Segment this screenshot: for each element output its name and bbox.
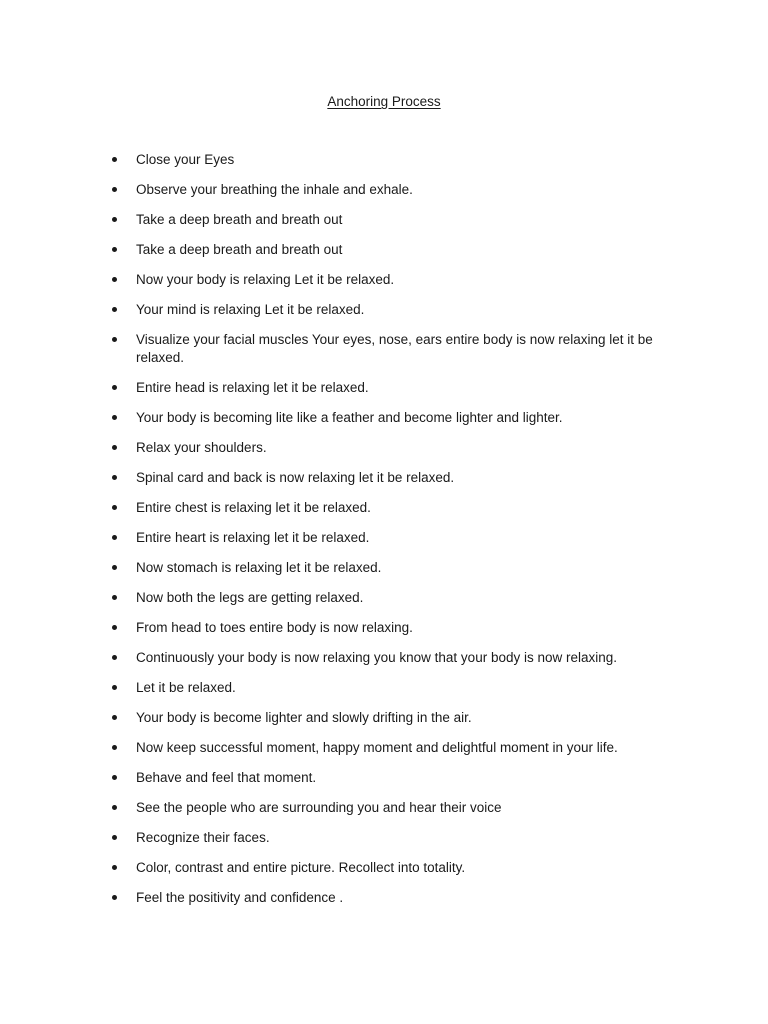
- step-text: Take a deep breath and breath out: [136, 242, 343, 257]
- list-item: [108, 469, 678, 487]
- bullet-icon: [112, 337, 117, 342]
- list-item: [108, 619, 678, 637]
- bullet-icon: [112, 535, 117, 540]
- list-item: [108, 859, 678, 877]
- step-text: Let it be relaxed.: [136, 680, 236, 695]
- step-text: Recognize their faces.: [136, 830, 270, 845]
- bullet-icon: [112, 895, 117, 900]
- list-item: [108, 799, 678, 817]
- bullet-icon: [112, 157, 117, 162]
- steps-list: [108, 151, 678, 919]
- list-item: [108, 529, 678, 547]
- step-text: Entire chest is relaxing let it be relaxed.: [136, 500, 371, 515]
- list-item: [108, 829, 678, 847]
- step-text: Your body is becoming lite like a feather and become lighter and lighter.: [136, 410, 563, 425]
- list-item: [108, 769, 678, 787]
- step-text: Feel the positivity and confidence .: [136, 890, 344, 905]
- step-text: Now both the legs are getting relaxed.: [136, 590, 364, 605]
- bullet-icon: [112, 835, 117, 840]
- bullet-icon: [112, 715, 117, 720]
- list-item: [108, 649, 678, 667]
- bullet-icon: [112, 805, 117, 810]
- step-text: Visualize your facial muscles Your eyes, nose, ears entire body is now relaxing let it be relaxed.: [136, 332, 653, 365]
- list-item: [108, 679, 678, 697]
- bullet-icon: [112, 475, 117, 480]
- step-text: Behave and feel that moment.: [136, 770, 317, 785]
- bullet-icon: [112, 865, 117, 870]
- bullet-icon: [112, 775, 117, 780]
- step-text: Now your body is relaxing Let it be relaxed.: [136, 272, 395, 287]
- bullet-icon: [112, 685, 117, 690]
- step-text: Now keep successful moment, happy moment and delightful moment in your life.: [136, 740, 618, 755]
- list-item: [108, 709, 678, 727]
- list-item: [108, 379, 678, 397]
- step-text: See the people who are surrounding you and hear their voice: [136, 800, 502, 815]
- step-text: Close your Eyes: [136, 152, 235, 167]
- step-text: Entire head is relaxing let it be relaxed.: [136, 380, 369, 395]
- bullet-icon: [112, 277, 117, 282]
- bullet-icon: [112, 655, 117, 660]
- list-item: [108, 439, 678, 457]
- list-item: [108, 181, 678, 199]
- list-item: [108, 889, 678, 907]
- bullet-icon: [112, 745, 117, 750]
- list-item: [108, 409, 678, 427]
- list-item: [108, 331, 678, 367]
- bullet-icon: [112, 217, 117, 222]
- bullet-icon: [112, 625, 117, 630]
- step-text: Continuously your body is now relaxing you know that your body is now relaxing.: [136, 650, 618, 665]
- step-text: Your mind is relaxing Let it be relaxed.: [136, 302, 365, 317]
- step-text: Relax your shoulders.: [136, 440, 267, 455]
- bullet-icon: [112, 307, 117, 312]
- bullet-icon: [112, 247, 117, 252]
- list-item: [108, 499, 678, 517]
- list-item: [108, 589, 678, 607]
- step-text: Spinal card and back is now relaxing let it be relaxed.: [136, 470, 455, 485]
- step-text: Entire heart is relaxing let it be relaxed.: [136, 530, 370, 545]
- bullet-icon: [112, 187, 117, 192]
- list-item: [108, 301, 678, 319]
- list-item: [108, 559, 678, 577]
- step-text: Now stomach is relaxing let it be relaxed.: [136, 560, 382, 575]
- list-item: [108, 271, 678, 289]
- list-item: [108, 211, 678, 229]
- step-text: Observe your breathing the inhale and exhale.: [136, 182, 413, 197]
- bullet-icon: [112, 415, 117, 420]
- bullet-icon: [112, 445, 117, 450]
- bullet-icon: [112, 595, 117, 600]
- bullet-icon: [112, 385, 117, 390]
- step-text: Take a deep breath and breath out: [136, 212, 343, 227]
- bullet-icon: [112, 565, 117, 570]
- step-text: Color, contrast and entire picture. Recollect into totality.: [136, 860, 466, 875]
- list-item: [108, 241, 678, 259]
- document-title: Anchoring Process: [327, 94, 441, 109]
- list-item: [108, 739, 678, 757]
- bullet-icon: [112, 505, 117, 510]
- list-item: [108, 151, 678, 169]
- step-text: Your body is become lighter and slowly drifting in the air.: [136, 710, 472, 725]
- step-text: From head to toes entire body is now relaxing.: [136, 620, 413, 635]
